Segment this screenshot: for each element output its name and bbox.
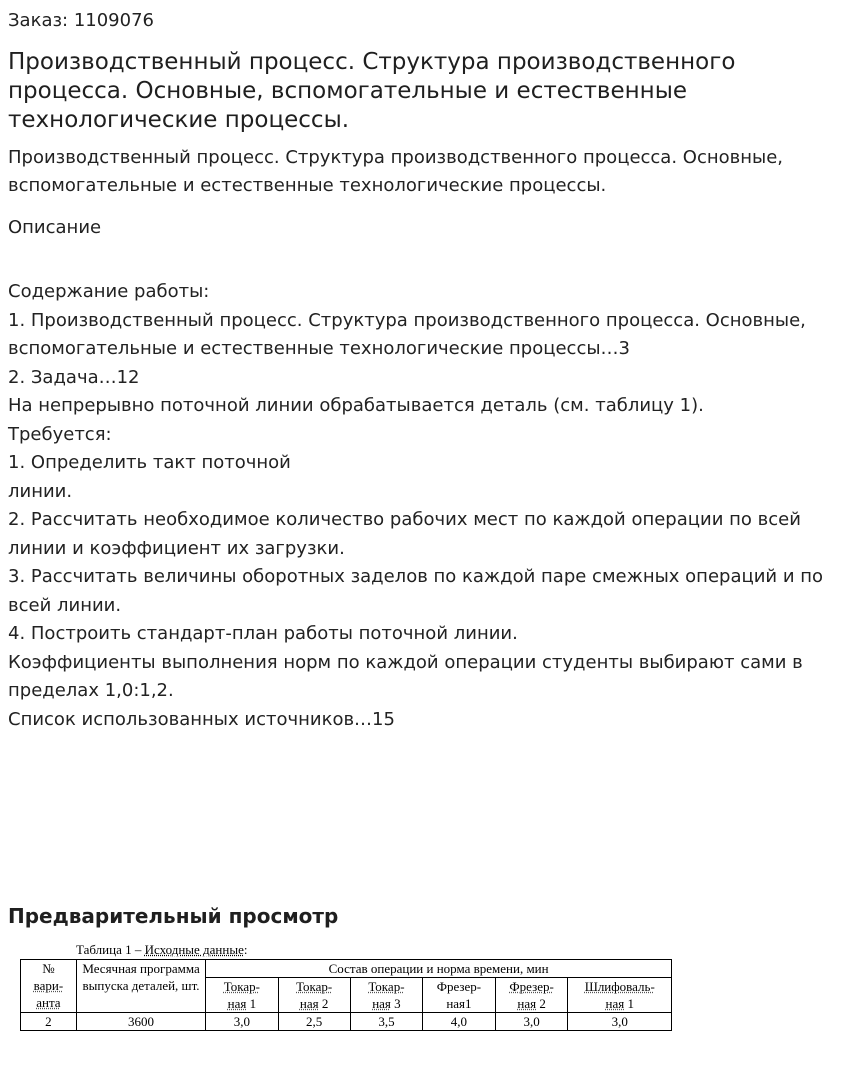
cell-op-value: 3,0 — [568, 1013, 672, 1031]
description-heading: Описание — [8, 217, 102, 238]
op-label: ная — [605, 996, 625, 1011]
cell-op-value: 4,0 — [423, 1013, 496, 1031]
op-label: Токар- — [223, 979, 260, 994]
header-op-1 — [206, 978, 278, 1013]
op-label: ная1 — [446, 996, 472, 1011]
page-subtitle: Производственный процесс. Структура производственного процесса. Основные, вспомогательные и естественные технологические процессы. — [8, 147, 784, 196]
cell-variant: 2 — [21, 1013, 77, 1031]
preview-heading: Предварительный просмотр — [8, 904, 339, 928]
op-label: ная — [299, 996, 319, 1011]
op-number: 3 — [390, 996, 401, 1011]
content-line: 1. Производственный процесс. Структура производственного процесса. Основные, вспомогательные и естественные технологические процессы…3 — [8, 309, 806, 359]
header-program: Месячная программа выпуска деталей, шт. — [76, 960, 205, 1013]
op-label: Токар- — [296, 979, 333, 994]
content-line: 1. Определить такт поточной — [8, 452, 291, 473]
header-op-6 — [568, 978, 672, 1013]
cell-op-value: 3,5 — [350, 1013, 422, 1031]
header-variant-symbol: № — [42, 961, 55, 976]
header-op-3 — [350, 978, 422, 1013]
header-op-5 — [495, 978, 568, 1013]
content-line: 2. Рассчитать необходимое количество рабочих мест по каждой операции по всей линии и коэффициент их загрузки. — [8, 509, 801, 559]
cell-program: 3600 — [76, 1013, 205, 1031]
header-operations-group: Состав операции и норма времени, мин — [206, 960, 672, 978]
page-title: Производственный процесс. Структура производственного процесса. Основные, вспомогательные и естественные технологические процессы. — [8, 49, 736, 133]
header-variant-part1: вари- — [33, 978, 64, 993]
table-row — [21, 1013, 672, 1031]
header-op-2 — [278, 978, 350, 1013]
header-op-4 — [423, 978, 496, 1013]
op-label: Фрезер- — [509, 979, 554, 994]
op-label: Токар- — [368, 979, 405, 994]
content-line: Коэффициенты выполнения норм по каждой операции студенты выбирают сами в пределах 1,0:1,2. — [8, 651, 803, 701]
caption-underlined: Исходные данные — [144, 942, 244, 957]
order-number: Заказ: 1109076 — [8, 10, 154, 31]
description-content — [8, 278, 844, 734]
content-line: Требуется: — [8, 423, 112, 445]
caption-suffix: : — [243, 942, 248, 957]
op-number: 1 — [246, 996, 257, 1011]
op-label: ная — [372, 996, 391, 1011]
source-data-table — [20, 959, 672, 1031]
cell-op-value: 3,0 — [206, 1013, 278, 1031]
op-label: Шлифоваль- — [584, 979, 655, 994]
op-number: 1 — [624, 996, 634, 1011]
content-line: Содержание работы: — [8, 281, 210, 302]
op-label: ная — [517, 996, 537, 1011]
content-line: На непрерывно поточной линии обрабатывается деталь (см. таблицу 1). — [8, 395, 704, 416]
header-variant-part2: анта — [36, 995, 61, 1010]
cell-op-value: 2,5 — [278, 1013, 350, 1031]
content-line: линии. — [8, 480, 73, 502]
header-variant — [21, 960, 77, 1013]
op-number: 2 — [318, 996, 329, 1011]
content-line: 4. Построить стандарт-план работы поточной линии. — [8, 623, 518, 644]
table-caption — [76, 942, 247, 958]
op-label: Фрезер- — [436, 979, 482, 994]
content-line: 2. Задача…12 — [8, 366, 140, 388]
table-header-row — [21, 960, 672, 978]
op-number: 2 — [536, 996, 546, 1011]
op-label: ная — [227, 996, 247, 1011]
caption-prefix: Таблица 1 – — [76, 942, 145, 957]
cell-op-value: 3,0 — [495, 1013, 568, 1031]
content-line: Список использованных источников…15 — [8, 708, 395, 730]
content-line: 3. Рассчитать величины оборотных заделов по каждой паре смежных операций и по всей линии. — [8, 566, 824, 616]
